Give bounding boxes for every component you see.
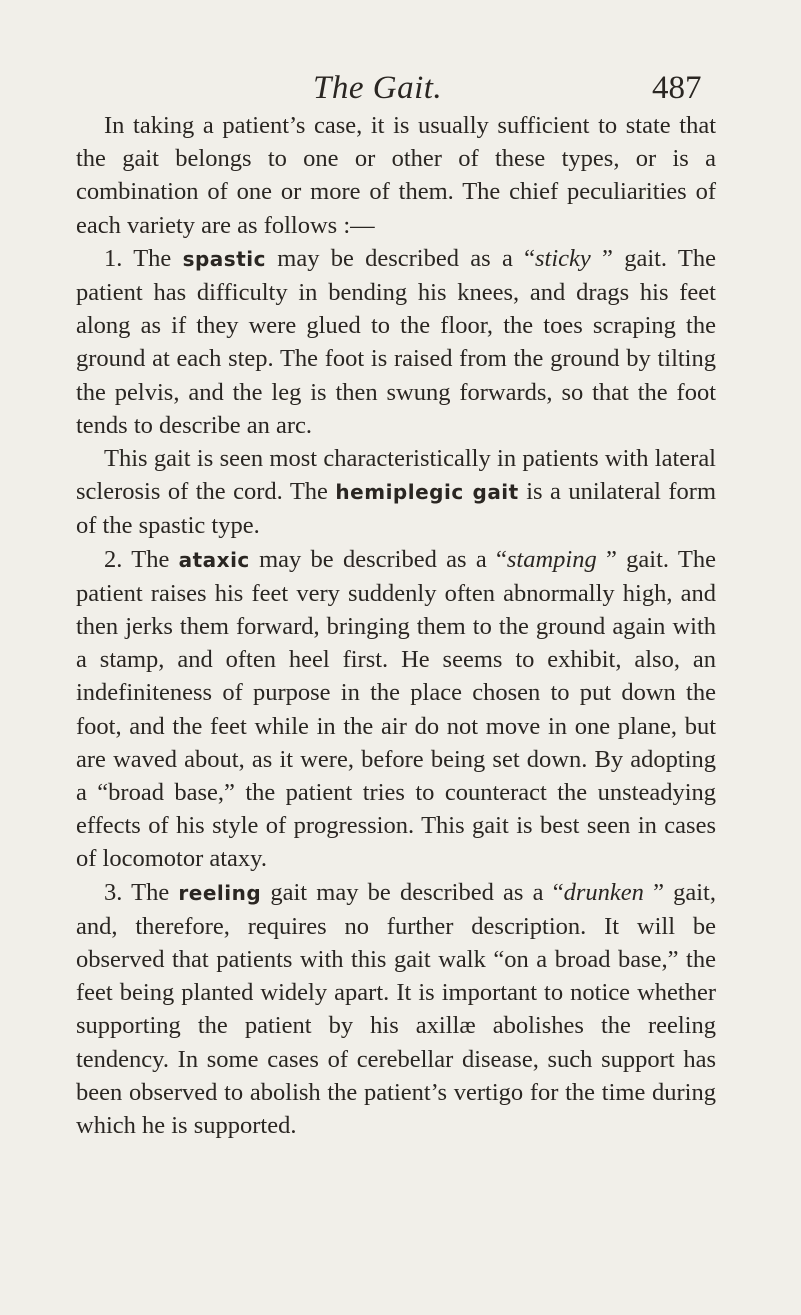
paragraph-spastic — [76, 242, 716, 442]
paragraph-rest: ” gait. The patient has difficulty in bending his knees, and drags his feet along as if they were glued to the floor, the toes scraping the ground at each step. The foot is raised from the ground by tilting the pelvis, and the leg is then swung forwards, so that the foot tends to describe an arc. — [76, 244, 716, 439]
paragraph-rest: ” gait. The patient raises his feet very suddenly often abnormally high, and then jerks them forward, bringing them to the ground again with a stamp, and often heel first. He seems to exhibit, also, an indefiniteness of purpose in the place chosen to put down the foot, and the feet while in the air do not move in one plane, but are waved about, as it were, before being set down. By adopting a “broad base,” the patient tries to counteract the unsteadying effects of his style of progression. This gait is best seen in cases of locomotor ataxy. — [76, 545, 716, 873]
emphasis-sticky: sticky — [534, 244, 591, 272]
keyword-hemiplegic-gait: hemiplegic gait — [335, 480, 519, 505]
paragraph-mid: gait may be described as a “ — [261, 878, 564, 906]
paragraph-lead: This gait is seen most characteristically in patients with lateral sclerosis of the cord. The — [76, 445, 716, 506]
paragraph-reeling — [76, 876, 716, 1143]
keyword-reeling: reeling — [178, 880, 262, 905]
page-number: 487 — [652, 70, 702, 106]
paragraph-rest: ” gait, and, therefore, requires no further description. It will be observed that patients with this gait walk “on a broad base,” the feet being planted widely apart. It is important to notice whether supporting the patient by his axillæ abolishes the reeling tendency. In some cases of cerebellar disease, such support has been observed to abolish the patient’s vertigo for the time during which he is supported. — [76, 878, 716, 1140]
paragraph-ataxic — [76, 543, 716, 876]
paragraph-intro: In taking a patient’s case, it is usually sufficient to state that the gait belongs to one or other of these types, or is a combination of one or more of them. The chief peculiarities of each variety are as follows :— — [76, 112, 716, 239]
emphasis-stamping: stamping — [506, 545, 597, 573]
paragraph-rest: is a unilateral form of the spastic type. — [76, 478, 716, 540]
paragraph-lead: 2. The — [104, 545, 179, 573]
paragraph-lead: 1. The — [104, 244, 183, 272]
running-header — [0, 66, 801, 112]
keyword-spastic: spastic — [182, 246, 266, 271]
running-title: The Gait. — [313, 70, 443, 106]
paragraph-mid: may be described as a “ — [249, 545, 507, 573]
body-text — [76, 109, 716, 1142]
paragraph-hemiplegic — [76, 442, 716, 543]
emphasis-drunken: drunken — [563, 878, 644, 906]
paragraph-lead: 3. The — [104, 878, 179, 906]
paragraph-mid: may be described as a “ — [265, 244, 535, 272]
keyword-ataxic: ataxic — [178, 547, 250, 572]
